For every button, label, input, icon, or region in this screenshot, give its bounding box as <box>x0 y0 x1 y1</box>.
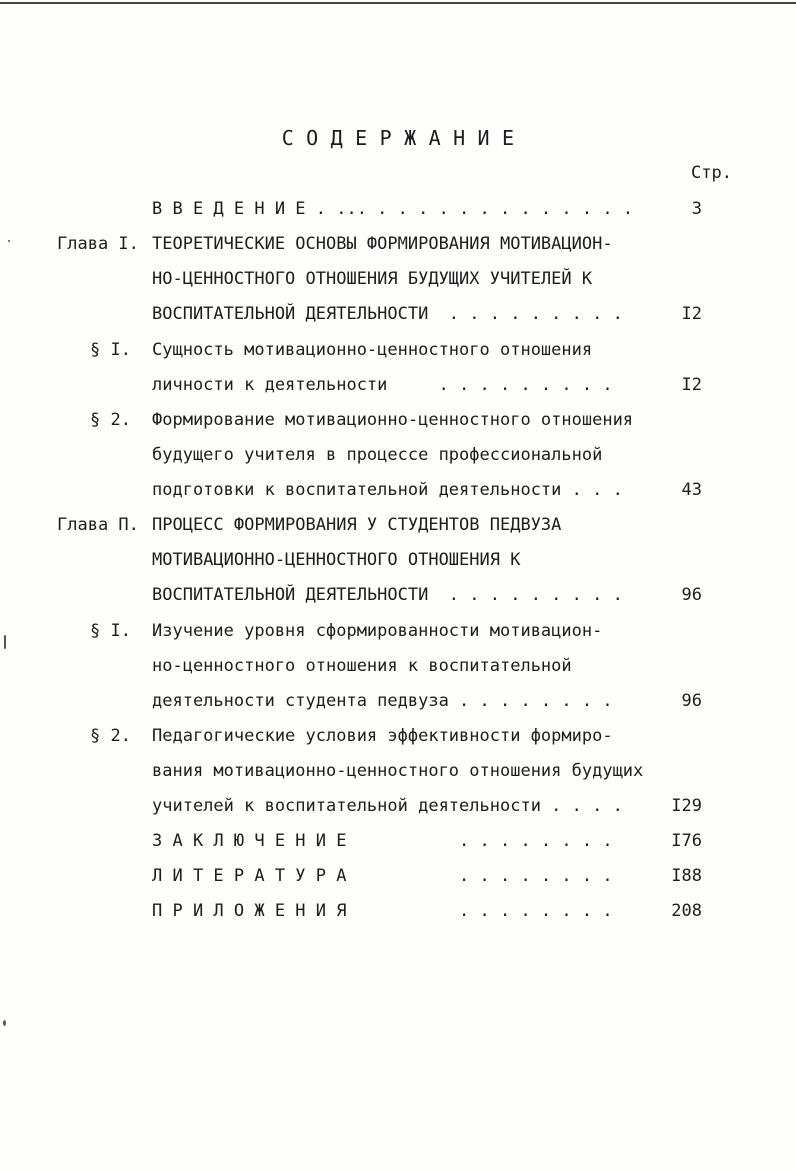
toc-page-number: 96 <box>681 585 702 605</box>
scan-mark <box>3 1020 6 1026</box>
toc-line: В В Е Д Е Н И Е . ... . . . . . . . . . . . . . <box>152 199 634 219</box>
toc-line: ВОСПИТАТЕЛЬНОЙ ДЕЯТЕЛЬНОСТИ . . . . . . . . . <box>152 304 623 324</box>
toc-line: будущего учителя в процессе профессиональной <box>152 445 603 465</box>
toc-page-number: 3 <box>691 199 702 219</box>
toc-entry-label: § 2. <box>90 410 131 430</box>
toc-line: ПРОЦЕСС ФОРМИРОВАНИЯ У СТУДЕНТОВ ПЕДВУЗА <box>152 515 562 535</box>
toc-line: личности к деятельности . . . . . . . . . <box>152 375 613 395</box>
toc-line: Изучение уровня сформированности мотивацион- <box>152 621 603 641</box>
toc-page-number: 208 <box>671 901 702 921</box>
toc-line: деятельности студента педвуза . . . . . . . . <box>152 691 613 711</box>
toc-line: Сущность мотивационно-ценностного отношения <box>152 340 593 360</box>
toc-line: вания мотивационно-ценностного отношения будущих <box>152 761 644 781</box>
toc-line: ТЕОРЕТИЧЕСКИЕ ОСНОВЫ ФОРМИРОВАНИЯ МОТИВАЦИОН- <box>152 234 613 254</box>
toc-page-number: I76 <box>671 831 702 851</box>
toc-page-number: I88 <box>671 866 702 886</box>
toc-line: подготовки к воспитательной деятельности . . . <box>152 480 623 500</box>
toc-page-number: 96 <box>681 691 702 711</box>
toc-line: НО-ЦЕННОСТНОГО ОТНОШЕНИЯ БУДУЩИХ УЧИТЕЛЕЙ К <box>152 269 593 289</box>
toc-page-number: 43 <box>681 480 702 500</box>
toc-line: З А К Л Ю Ч Е Н И Е . . . . . . . . <box>152 831 613 851</box>
toc-line: МОТИВАЦИОННО-ЦЕННОСТНОГО ОТНОШЕНИЯ К <box>152 550 521 570</box>
scan-mark <box>4 635 6 649</box>
toc-entry-label: Глава П. <box>57 515 139 535</box>
toc-line: Формирование мотивационно-ценностного отношения <box>152 410 634 430</box>
scan-mark <box>8 240 10 242</box>
page-title: С О Д Е Р Ж А Н И Е <box>281 126 515 150</box>
toc-page-number: I2 <box>681 304 702 324</box>
toc-line: Педагогические условия эффективности формиро- <box>152 726 613 746</box>
toc-page-number: I2 <box>681 375 702 395</box>
toc-page-number: I29 <box>671 796 702 816</box>
toc-entry-label: Глава I. <box>57 234 139 254</box>
toc-entry-label: § I. <box>90 340 131 360</box>
toc-entry-label: § 2. <box>90 726 131 746</box>
toc-line: учителей к воспитательной деятельности . . . . <box>152 796 623 816</box>
page-column-header: Стр. <box>691 163 732 183</box>
top-border-line <box>0 2 796 4</box>
toc-line: Л И Т Е Р А Т У Р А . . . . . . . . <box>152 866 613 886</box>
toc-line: ВОСПИТАТЕЛЬНОЙ ДЕЯТЕЛЬНОСТИ . . . . . . . . . <box>152 585 623 605</box>
toc-line: П Р И Л О Ж Е Н И Я . . . . . . . . <box>152 901 613 921</box>
toc-line: но-ценностного отношения к воспитательной <box>152 656 572 676</box>
toc-entry-label: § I. <box>90 621 131 641</box>
